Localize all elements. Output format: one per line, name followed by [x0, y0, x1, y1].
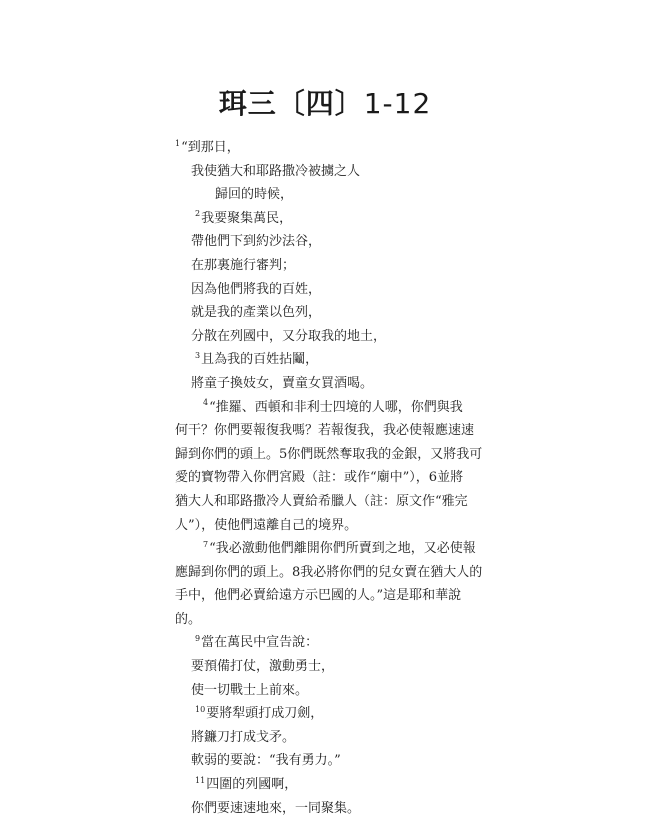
text-line: [175, 797, 495, 820]
verse-text: 歸回的時候，: [215, 187, 294, 203]
text-line: [175, 419, 495, 443]
verse-text: 猶大人和耶路撒冷人賣給希臘人（註：原文作“雅完: [175, 493, 468, 509]
verse-number: 9: [195, 634, 201, 644]
text-line: [175, 254, 495, 278]
text-line: [175, 749, 495, 773]
verse-text: 將鐮刀打成戈矛。: [191, 729, 296, 745]
verse-text: 何干？你們要報復我嗎？若報復我，我必使報應速速: [175, 423, 475, 439]
page-title-reference: 1-12: [363, 87, 432, 120]
verse-text: 應歸到你們的頭上。8我必將你們的兒女賣在猶大人的: [175, 564, 483, 580]
verse-text: 就是我的產業以色列，: [191, 305, 322, 321]
verse-text: 帶他們下到約沙法谷，: [191, 234, 322, 250]
text-line: [175, 183, 495, 207]
verse-text: 你們要速速地來，一同聚集。: [191, 800, 361, 816]
text-line: [175, 584, 495, 608]
text-line: [175, 372, 495, 396]
text-line: [175, 160, 495, 184]
verse-text: 手中，他們必賣給遠方示巴國的人。”這是耶和華說: [175, 588, 462, 604]
text-line: [175, 537, 495, 561]
text-line: [175, 396, 495, 420]
text-line: [175, 443, 495, 467]
verse-text: “到那日，: [181, 140, 240, 155]
verse-number: 4: [203, 398, 209, 408]
verse-text: 要將犁頭打成刀劍，: [206, 706, 324, 722]
verse-text: 人”），使他們遠離自己的境界。: [175, 517, 358, 533]
text-line: [175, 490, 495, 514]
text-line: [175, 702, 495, 726]
text-line: [175, 608, 495, 632]
page-title: [0, 82, 650, 122]
verse-text: 我要聚集萬民，: [201, 210, 293, 226]
verse-number: 7: [203, 539, 209, 549]
text-line: [175, 325, 495, 349]
verse-text: “推羅、西頓和非利士四境的人哪，你們與我: [209, 399, 463, 415]
text-line: [175, 726, 495, 750]
text-line: [175, 230, 495, 254]
text-line: [175, 466, 495, 490]
text-line: [175, 136, 495, 160]
page-title-book: 珥三〔四〕: [218, 87, 364, 120]
verse-number: 10: [195, 704, 206, 714]
verse-text: 要預備打仗，激動勇士，: [191, 659, 335, 675]
text-line: [175, 207, 495, 231]
verse-text: 分散在列國中，又分取我的地土，: [191, 328, 387, 344]
verse-text: 的。: [175, 611, 202, 627]
verse-text: 且為我的百姓拈鬮，: [201, 352, 319, 368]
verse-text: 當在萬民中宣告說：: [201, 635, 319, 651]
text-line: [175, 301, 495, 325]
text-line: [175, 278, 495, 302]
verse-text: 歸到你們的頭上。5你們既然奪取我的金銀，又將我可: [175, 446, 483, 462]
verse-number: 2: [195, 209, 201, 219]
verse-text: 將童子換妓女，賣童女買酒喝。: [191, 375, 374, 391]
text-line: [175, 561, 495, 585]
text-line: [175, 348, 495, 372]
verse-text: 軟弱的要說：“我有勇力。”: [191, 753, 341, 769]
verse-number: 3: [195, 351, 201, 361]
verse-number: 11: [195, 775, 206, 785]
text-line: [175, 679, 495, 703]
text-line: [175, 655, 495, 679]
text-line: [175, 631, 495, 655]
verse-number: 1: [175, 138, 181, 148]
verse-text: 四圍的列國啊，: [206, 777, 298, 793]
scripture-text: [175, 136, 495, 820]
verse-text: 在那裏施行審判；: [191, 257, 296, 273]
text-line: [175, 514, 495, 538]
verse-text: “我必激動他們離開你們所賣到之地，又必使報: [209, 541, 476, 557]
verse-text: 使一切戰士上前來。: [191, 682, 309, 698]
verse-text: 我使猶大和耶路撒冷被擄之人: [191, 163, 361, 179]
text-line: [175, 773, 495, 797]
verse-text: 愛的寶物帶入你們宮殿（註：或作“廟中”），6並將: [175, 470, 464, 486]
verse-text: 因為他們將我的百姓，: [191, 281, 322, 297]
